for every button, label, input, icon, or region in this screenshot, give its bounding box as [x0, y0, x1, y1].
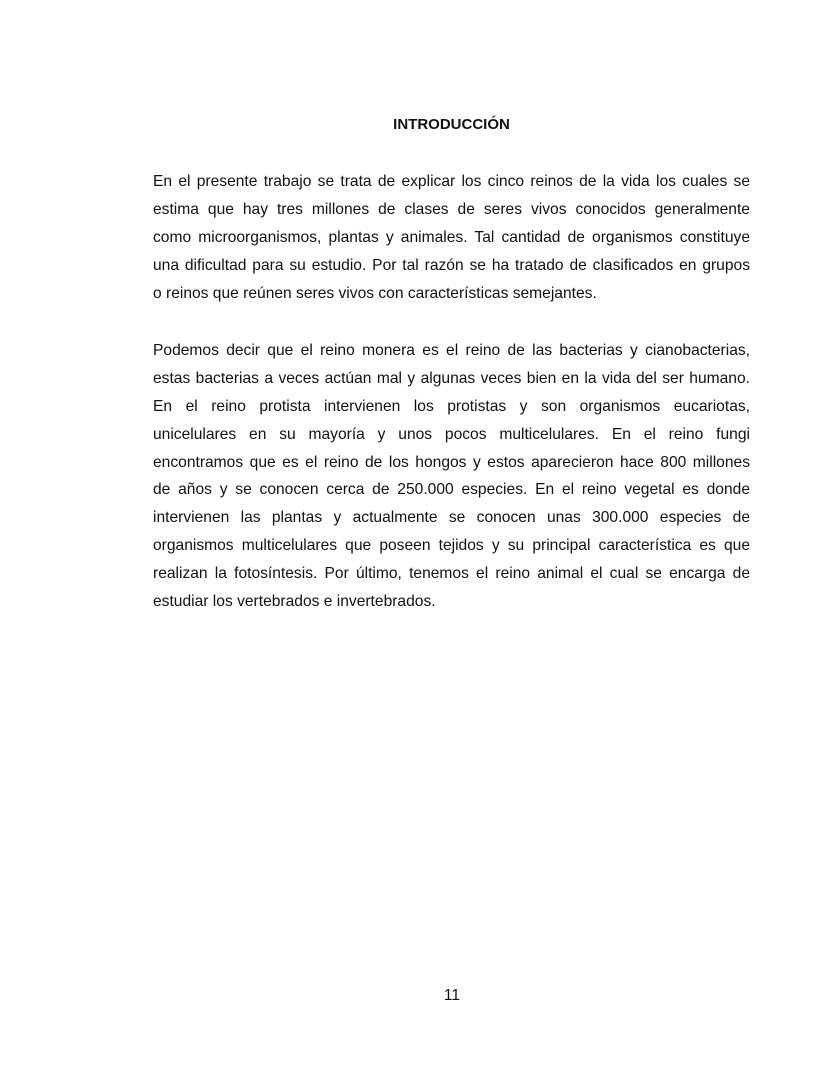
text-line: de años y se conocen cerca de 250.000 especies. En el reino vegetal es donde: [153, 481, 750, 499]
text-line: En el presente trabajo se trata de explicar los cinco reinos de la vida los cuales se: [153, 173, 750, 190]
text-line: o reinos que reúnen seres vivos con características semejantes.: [153, 284, 597, 302]
text-line: intervienen las plantas y actualmente se conocen unas 300.000 especies de: [153, 509, 750, 527]
text-line: organismos multicelulares que poseen tejidos y su principal característica es que: [153, 537, 750, 555]
text-line: una dificultad para su estudio. Por tal razón se ha tratado de clasificados en grupos: [153, 256, 750, 274]
paragraph-1: [153, 168, 750, 307]
title-text: INTRODUCCIÓN: [393, 116, 510, 133]
text-line: encontramos que es el reino de los hongos y estos aparecieron hace 800 millones: [153, 453, 750, 471]
paragraph-2: [153, 337, 750, 616]
page-number: 11: [443, 987, 461, 1004]
text-line: En el reino protista intervienen los protistas y son organismos eucariotas,: [153, 397, 750, 415]
text-line: estas bacterias a veces actúan mal y algunas veces bien en la vida del ser humano.: [153, 369, 750, 387]
text-line: estudiar los vertebrados e invertebrados.: [153, 593, 436, 611]
text-line: estima que hay tres millones de clases de seres vivos conocidos generalmente: [153, 200, 750, 218]
text-line: unicelulares en su mayoría y unos pocos multicelulares. En el reino fungi: [153, 425, 750, 443]
text-line: Podemos decir que el reino monera es el reino de las bacterias y cianobacterias,: [153, 342, 750, 359]
text-line: realizan la fotosíntesis. Por último, tenemos el reino animal el cual se encarga de: [153, 565, 750, 583]
page-title: [153, 116, 750, 133]
text-line: como microorganismos, plantas y animales. Tal cantidad de organismos constituye: [153, 228, 750, 246]
